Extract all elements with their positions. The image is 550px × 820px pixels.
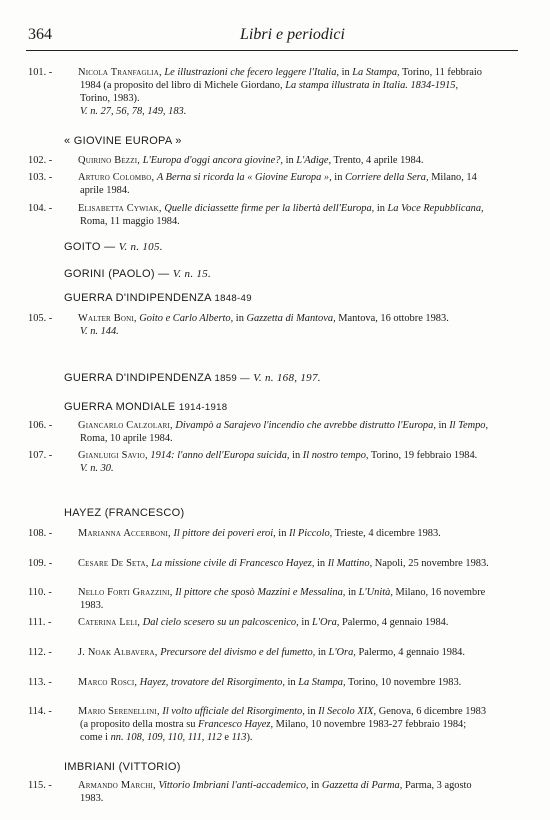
entry-112: 112. - J. Noak Albavera, Precursore del divismo e del fumetto, in L'Ora, Palermo, 4 gennaio 1984. xyxy=(28,647,465,658)
entry-101: 101. - Nicola Tranfaglia, Le illustrazioni che fecero leggere l'Italia, in La Stampa, Torino, 11 febbraio 1984 (a proposito del libro di Michele Giordano, La stampa illustrata in Italia. 1834-1915, Torino, 1983). V. n. 27, 56, 78, 149, 183. xyxy=(28,67,483,117)
entry-105: 105. - Walter Boni, Goito e Carlo Alberto, in Gazzetta di Mantova, Mantova, 16 ottobre 1983. V. n. 144. xyxy=(28,313,449,337)
section-guerra-1848: GUERRA D'INDIPENDENZA 1848-49 xyxy=(64,292,252,304)
page-header xyxy=(28,26,518,48)
section-hayez: HAYEZ (FRANCESCO) xyxy=(64,507,185,519)
entry-102: 102. - Quirino Bezzi, L'Europa d'oggi ancora giovine?, in L'Adige, Trento, 4 aprile 1984. xyxy=(28,155,424,166)
section-imbriani: IMBRIANI (VITTORIO) xyxy=(64,761,181,773)
running-title: Libri e periodici xyxy=(240,26,345,43)
entry-title: Le illustrazioni che fecero leggere l'Italia, xyxy=(164,67,339,78)
entry-107: 107. - Gianluigi Savio, 1914: l'anno dell'Europa suicida, in Il nostro tempo, Torino, 19 febbraio 1984. V. n. 30. xyxy=(28,450,478,474)
entry-110: 110. - Nello Forti Grazzini, Il pittore che sposò Mazzini e Messalina, in L'Unità, Milano, 16 novembre 1983. xyxy=(28,587,486,611)
header-rule xyxy=(26,50,518,51)
entry-103: 103. - Arturo Colombo, A Berna si ricorda la « Giovine Europa », in Corriere della Sera, Milano, 14 aprile 1984. xyxy=(28,172,477,196)
entry-115: 115. - Armando Marchi, Vittorio Imbriani l'anti-accademico, in Gazzetta di Parma, Parma, 3 agosto 1983. xyxy=(28,780,472,804)
page-number: 364 xyxy=(28,26,52,43)
entry-108: 108. - Marianna Accerboni, Il pittore dei poveri eroi, in Il Piccolo, Trieste, 4 dicembre 1983. xyxy=(28,528,441,539)
section-gorini: GORINI (PAOLO) — V. n. 15. xyxy=(64,268,212,280)
section-guerra-mondiale: GUERRA MONDIALE 1914-1918 xyxy=(64,401,228,413)
entry-111: 111. - Caterina Leli, Dal cielo scesero su un palcoscenico, in L'Ora, Palermo, 4 gennaio 1984. xyxy=(28,617,449,628)
entry-source: La Stampa, xyxy=(352,67,400,78)
entry-106: 106. - Giancarlo Calzolari, Divampò a Sarajevo l'incendio che avrebbe distrutto l'Europa, in Il Tempo, Roma, 10 aprile 1984. xyxy=(28,420,489,444)
section-giovine-europa: « GIOVINE EUROPA » xyxy=(64,135,182,147)
section-goito: GOITO — V. n. 105. xyxy=(64,241,163,253)
section-guerra-1859: GUERRA D'INDIPENDENZA 1859 — V. n. 168, 197. xyxy=(64,372,321,384)
entry-113: 113. - Marco Rosci, Hayez, trovatore del Risorgimento, in La Stampa, Torino, 10 novembre 1983. xyxy=(28,677,462,688)
entry-author: Nicola Tranfaglia, xyxy=(78,67,162,78)
entry-see-ref: V. n. 27, 56, 78, 149, 183. xyxy=(80,105,187,117)
entry-number: 101. - xyxy=(28,67,53,78)
entry-114: 114. - Mario Serenellini, Il volto ufficiale del Risorgimento, in Il Secolo XIX, Genova, 6 dicembre 1983 (a proposito della mostra su Francesco Hayez, Milano, 10 novembre 1983-27 febbraio 1984; come i nn. 108, 109, 110, 111, 112 e 113). xyxy=(28,706,487,743)
entry-109: 109. - Cesare De Seta, La missione civile di Francesco Hayez, in Il Mattino, Napoli, 25 novembre 1983. xyxy=(28,558,489,569)
entry-104: 104. - Elisabetta Cywiak, Quelle diciassette firme per la libertà dell'Europa, in La Voce Repubblicana, Roma, 11 maggio 1984. xyxy=(28,203,484,227)
